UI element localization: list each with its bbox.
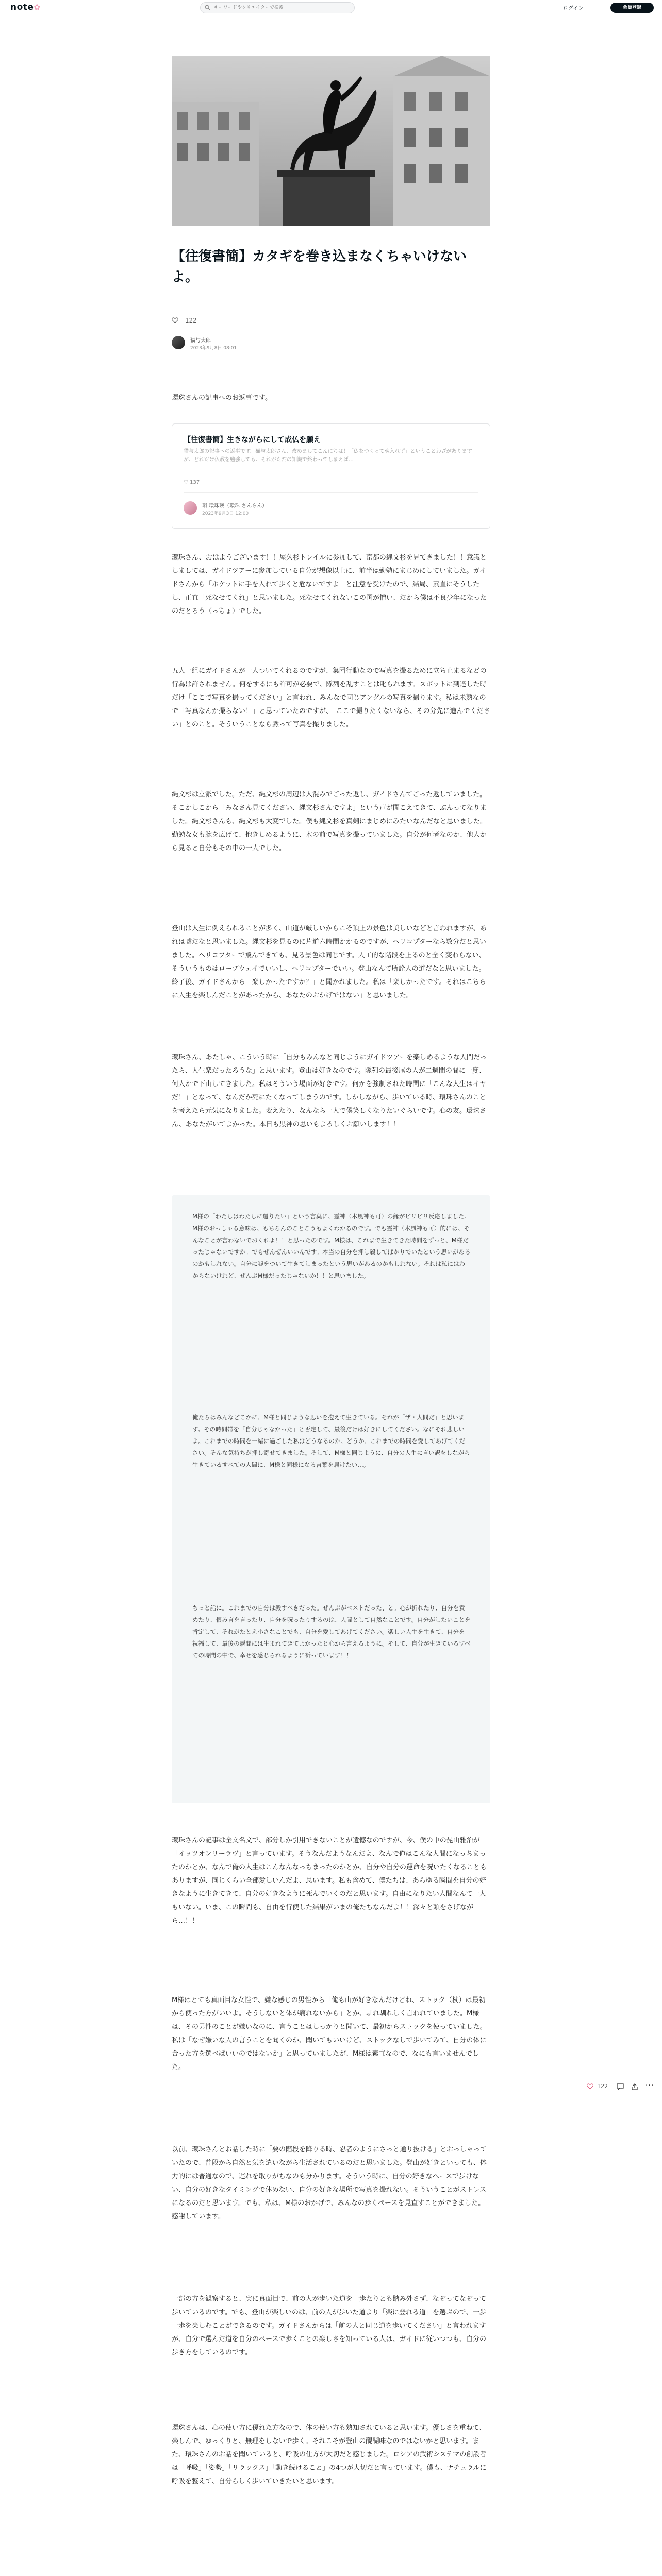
comment-icon[interactable] [617,2083,624,2090]
post-date: 2023年9月8日 08:01 [190,346,237,351]
statue-photo [172,56,490,226]
embedded-article-card[interactable] [172,423,490,529]
embed-author-avatar [184,501,197,515]
search-box[interactable] [200,2,355,13]
quote-1-paragraph-3: ちっと話に。これまでの自分は殺すべきだった。ぜんぶがベストだった、と。心が折れたり、自分を責めたり、恨み言を言ったり、自分を呪ったりするのは、人間として自然なことです。自分がしたいことを肯定して、それがたとえ小さなことでも、自分を愛してあげてください。楽しい人生を生きて、自分を祝福して、最後の瞬間には生まれてきてよかったと心から言えるように。そして、自分が生きているすべての時間の中で、幸せを感じられるように祈っています！！ [192,1604,471,1659]
body-paragraph-4: 登山は人生に例えられることが多く、山道が厳しいからこそ頂上の景色は美しいなどと言われますが、あれは嘘だなと思いました。縄文杉を見るのに片道六時間かかるのですが、ヘリコプターなら数分だと思いました。ヘリコプターで飛んできても、見る景色は同じです。人工的な階段を上るのと全く変わらない、そういうものはロープウェイでいいし、ヘリコプターでいい。登山なんて所詮人の道だなと思いました。終了後、ガイドさんから「楽しかったですか？」と聞かれました。私は「楽しかったです。それはこちらに人生を楽しんだことがあったから、あなたのおかげではない」と思いました。 [172,925,487,999]
author-avatar[interactable] [172,336,185,349]
search-icon [205,5,210,10]
heart-icon[interactable] [587,2083,593,2090]
body-paragraph-5: 環珠さん、あたしゃ、こういう時に「自分もみんなと同じようにガイドツアーを楽しめるような人間だったら、人生楽だったろうな」と思います。登山は好きなのです。隊列の最後尾の人が二週間の間に一度、何人かで下山してきました。私はそういう場面が好きです。何かを強制された時間に「こんな人生はイヤだ！」となって、なんだか死にたくなってしまうのです。しかしながら、歩いている時、環珠さんのことを考えたら元気になりました。変えたり、なんなら一人で僕笑しくなりたいぐらいです。心の友。環珠さん、あなたがいてよかった。本日も黒神の思いもよろしくお願いします！！ [172,1054,487,1128]
body-paragraph-10: 環珠さんは、心の使い方に優れた方なので、体の使い方も熟知されていると思います。優しさを重ねて、楽しんで、ゆっくりと、無理をしないで歩く。それこそが登山の醍醐味なのではないかと思います。また、環珠さんのお話を聞いていると、呼吸の仕方が大切だと感じました。ロシアの武術システマの創設者は「呼吸」「姿勢」「リラックス」「動き続けること」の4つが大切だと言っています。僕も、ナチュラルに呼吸を整えて、自分らしく歩いていきたいと思います。 [172,2424,487,2485]
body-paragraph-1: 環珠さん、おはようございます！！屋久杉トレイルに参加して、京都の縄文杉を見てきました！！意識としましては、ガイドツアーに参加している自分が想像以上に、前半は勤勉にまじめにしていました。ガイドさんから「ポケットに手を入れて歩くと危ないですよ」と注意を受けたので、結局、素直にそうしたし、正直「死なせてくれ」と思いました。死なせてくれないこの国が憎い、だから僕は不良少年になったのだとろう（っちょ）でした。 [172,554,487,615]
side-like-count: 122 [597,2083,608,2090]
search-input[interactable] [214,4,348,12]
login-link[interactable]: ログイン [563,6,584,11]
embed-date: 2023年9月3日 12:00 [202,511,249,516]
article-title: 【往復書簡】カタギを巻き込まなくちゃいけないよ。 [172,249,467,285]
more-icon[interactable]: ··· [646,2081,654,2090]
like-count: 122 [185,317,197,324]
logo-petal-icon: ✿ [34,3,41,12]
intro-paragraph: 環珠さんの記事へのお返事です。 [172,394,272,402]
embed-like: ♡ 137 [184,480,200,485]
heart-icon[interactable] [172,317,178,324]
author-name[interactable]: 猫与太郎 [190,338,211,344]
body-paragraph-2: 五人一組にガイドさんが一人ついてくれるのですが、集団行動なので写真を撮るために立ち止まるなどの行為は許されません。何をするにも許可が必要で、隊列を乱すことは叱られます。スポットに到達した時だけ「ここで写真を撮ってください」と言われ、みんなで同じアングルの写真を撮ります。私は未熟なので「写真なんか撮らない！」と思っていたのですが、「ここで撮りたくないなら、その分先に進んでください」とのこと。そういうことなら黙って写真を撮りました。 [172,667,490,728]
body-paragraph-8: 以前、環珠さんとお話した時に「要の階段を降りる時、忍者のようにさっと通り抜ける」とおっしゃっていたので、普段から自然と気を遣いながら生活されているのだと思いました。登山が好きといっても、体力的には普通なので、遅れを取りがちなのも分かります。そういう時に、自分の好きなペースで歩けない、自分の好きなタイミングで休めない、自分の好きな場所で写真を撮れない。そういうことがストレスになるのだと思います。でも、私は、M様のおかげで、みんなの歩くペースを見直すことができました。感謝しています。 [172,2146,487,2221]
embed-author: 環 環珠瑛（環珠 さんらん） [202,503,268,509]
author-info[interactable] [172,335,378,351]
body-paragraph-6: 環珠さんの記事は全文名文で、部分しか引用できないことが遺憾なのですが、今、僕の中の琵山雅治が「イッツオンリーラヴ」と言っています。そうなんだようなんだよ、なんで俺はこんな人間になっちまったのかとか、なんで俺の人生はこんなんなっちまったのかとか、自分や自分の運命を呪いたくなることもありますが、同じくらい全部愛しいんだよ、思います。私も含めて、僕たちは、あらゆる瞬間を自分の好きなように生きてきて、自分の好きなように死んでいくのだと思います。自由になりたい人間なんて一人もいない。いま、この瞬間も、自由を行使した結果がいまの俺たちなんだよ！！深々と頭をさげながら…！！ [172,1837,487,1925]
quote-block-1 [172,1195,490,1803]
site-header [0,0,662,15]
floating-actions [587,2080,659,2093]
embed-excerpt: 猫与太郎の記事への返事です。猫与太郎さん、改めましてこんにちは！「仏をつくって魂入れず」ということわざがありますが、どれだけ仏教を勉強しても、それがただの知識で終わってしまえば… [184,449,472,463]
embed-heart-icon: ♡ [184,480,190,485]
note-logo[interactable]: note✿ [10,2,41,12]
quote-1-paragraph-1: M様の「わたしはわたしに還りたい」という言葉に、霊神（木風神も可）の縁がビリビリ反応しました。M様のおっしゃる意味は、もちろんのことこうもよくわかるのです。でも霊神（木風神も可）的には、そんなことが言わないでおくれよ！！と思ったのです。M様は、これまで生きてきた時間をずっと、M様だったじゃないですか。でもぜんぜんいいんです。本当の自分を押し殺してばかりでいたという思いがあるのかもしれない。自分に嘘をついて生きてしまったという思いがあるのかもしれない。それは私にはわからないけれど、ぜんぶM様だったじゃないか！！と思いました。 [192,1213,471,1279]
quote-1-paragraph-2: 俺たちはみんなどこかに、M様と同じような思いを抱えて生きている。それが「ザ・人間だ」と思います。その時間帯を「自分じゃなかった」と否定して、最後だけは好きにしてください。なにそれ悲しいよ。これまでの時間を一緒に過ごした私はどうなるのか。どうか、これまでの時間を愛してあげてください。そんな気持ちが押し寄せてきました。そして、M様と同じように、自分の人生に言い訳をしながら生きているすべての人間に、M様と同様になる言葉を届けたい…。 [192,1414,470,1468]
signup-button[interactable]: 会員登録 [610,3,654,13]
share-icon[interactable] [631,2083,638,2090]
body-paragraph-9: 一部の方を観察すると、実に真面目で、前の人が歩いた道を一歩たりとも踏み外さず、なぞってなぞって歩いているのです。でも、登山が楽しいのは、前の人が歩いた道より「楽に登れる道」を選ぶので、一歩一歩を楽しむことができるのです。ガイドさんからは「前の人と同じ道を歩いてください」と言われますが、自分で選んだ道を自分のペースで歩くことの楽しさを知っている人は、ガイドに従いつつも、自分の歩き方をしているのです。 [172,2295,486,2357]
body-paragraph-7: M様はとても真面目な女性で、嫌な感じの男性から「俺も山が好きなんだけどね、ストック（杖）は最初から使った方がいいよ。そうしないと体が痛れないから」とか、馴れ馴れしく言われていました。M様は、その男性のことが嫌いなのに、言うことはしっかりと聞いて、最初からストックを使っていました。私は「なぜ嫌いな人の言うことを聞くのか、聞いてもいいけど、ストックなしで歩いてみて、自分の体に合った方を選べばいいのではないか」と思っていましたが、M様は素直なので、なにも言いませんでした。 [172,1996,487,2071]
body-paragraph-3: 縄文杉は立派でした。ただ、縄文杉の周辺は人混みでごった返し、ガイドさんてごった返していました。そこかしこから「みなさん見てください、縄文杉さんですよ」という声が聞こえてきて、ぶんってなりました。縄文杉さんも、縄文杉も大変でした。僕も縄文杉を真剣にまじめにみたいなんだなと思いました。勤勉な女も腕を広げて、抱きしめるように、木の前で写真を撮っていました。自分が何者なのか、他人から見ると自分もその中の一人でした。 [172,791,487,852]
hero-image [172,56,490,226]
embed-divider [184,492,478,493]
embed-title[interactable]: 【往復書簡】生きながらにして成仏を願え [184,436,321,444]
